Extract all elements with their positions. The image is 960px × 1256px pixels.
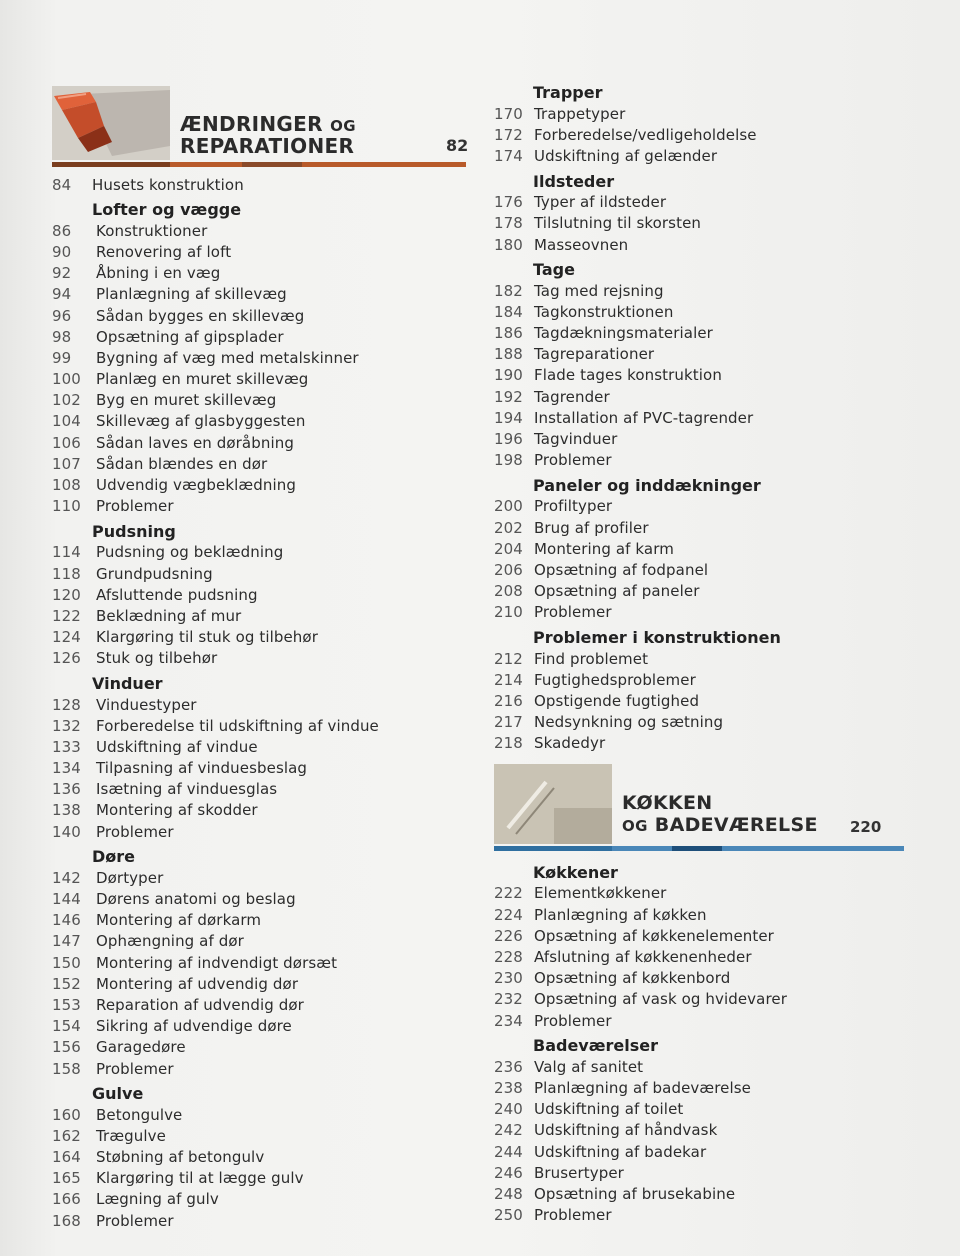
page-number: 164 <box>52 1148 81 1167</box>
toc-entry[interactable] <box>494 124 914 145</box>
toc-entry[interactable] <box>494 1183 914 1204</box>
entry-title: Trappetyper <box>534 104 626 123</box>
toc-entry[interactable] <box>494 301 914 322</box>
toc-entry[interactable] <box>52 648 472 669</box>
entry-title: Udvendig vægbeklædning <box>96 476 296 495</box>
entry-title: Montering af udvendig dør <box>96 974 299 993</box>
page-number: 170 <box>494 104 523 123</box>
page-number: 222 <box>494 884 523 903</box>
toc-entry[interactable] <box>494 538 914 559</box>
entry-title: Sådan bygges en skillevæg <box>96 306 305 325</box>
toc-entry[interactable] <box>494 1099 914 1120</box>
entry-title: Opsætning af køkkenelementer <box>534 926 774 945</box>
entry-title: Klargøring til stuk og tilbehør <box>96 628 318 647</box>
entry-title: Problemer <box>96 497 174 516</box>
entry-title: Tilpasning af vinduesbeslag <box>96 759 308 778</box>
toc-entry[interactable] <box>494 733 914 754</box>
toc-entry[interactable] <box>52 758 472 779</box>
page-number: 200 <box>494 497 523 516</box>
toc-entry[interactable] <box>52 241 472 262</box>
toc-entry[interactable] <box>494 602 914 623</box>
entry-title: Problemer <box>96 1211 174 1230</box>
toc-entry[interactable] <box>494 989 914 1010</box>
toc-entry[interactable] <box>52 800 472 821</box>
page-number: 128 <box>52 695 81 714</box>
toc-entry[interactable] <box>52 1016 472 1037</box>
page-number: 158 <box>52 1059 81 1078</box>
page-number: 154 <box>52 1017 81 1036</box>
page-number: 182 <box>494 281 523 300</box>
chapter-header-koekken <box>494 764 914 852</box>
toc-entry[interactable] <box>494 344 914 365</box>
toc-entry[interactable] <box>52 736 472 757</box>
entry-title: Beklædning af mur <box>96 606 242 625</box>
toc-entry[interactable] <box>52 1168 472 1189</box>
page-number: 150 <box>52 953 81 972</box>
page-number: 240 <box>494 1100 523 1119</box>
page-number: 104 <box>52 412 81 431</box>
page-number: 204 <box>494 539 523 558</box>
entry-title: Fugtighedsproblemer <box>534 670 696 689</box>
page-number: 208 <box>494 582 523 601</box>
toc-entry[interactable] <box>52 390 472 411</box>
entry-title: Afslutning af køkkenenheder <box>534 948 752 967</box>
toc-entry[interactable] <box>52 220 472 241</box>
entry-title: Profiltyper <box>534 497 613 516</box>
entry-title: Problemer <box>534 1206 612 1225</box>
toc-entry[interactable] <box>52 453 472 474</box>
entry-title: Sikring af udvendige døre <box>96 1017 292 1036</box>
toc-entry[interactable] <box>494 1077 914 1098</box>
section-heading-problemer-i-konstruktionen: Problemer i konstruktionen <box>533 627 781 647</box>
page-number: 217 <box>494 713 523 732</box>
page-number: 180 <box>494 235 523 254</box>
entry-title: Bygning af væg med metalskinner <box>96 348 359 367</box>
section-heading-trapper: Trapper <box>533 83 603 102</box>
entry-title: Byg en muret skillevæg <box>96 391 277 410</box>
left-toc-sections <box>52 195 472 1231</box>
entry-title: Afsluttende pudsning <box>96 585 258 604</box>
entry-title: Tagvinduer <box>534 430 618 449</box>
page-number: 216 <box>494 691 523 710</box>
page-number: 174 <box>494 146 523 165</box>
entry-title: Sådan blændes en dør <box>96 454 268 473</box>
toc-entry[interactable] <box>52 542 472 563</box>
entry-title: Forberedelse/vedligeholdelse <box>534 125 757 144</box>
entry-title: Skadedyr <box>534 734 606 753</box>
section-heading-lofter-og-v-gge: Lofter og vægge <box>92 200 242 220</box>
toc-entry[interactable] <box>494 925 914 946</box>
page-number: 232 <box>494 990 523 1009</box>
entry-title: Planlægning af skillevæg <box>96 285 287 304</box>
chapter-title-line2: OG BADEVÆRELSE <box>622 813 818 836</box>
page-number: 140 <box>52 822 81 841</box>
entry-title: Planlægning af køkken <box>534 905 707 924</box>
toc-entry[interactable] <box>52 605 472 626</box>
page-number: 206 <box>494 560 523 579</box>
page-number: 107 <box>52 454 81 473</box>
entry-title: Elementkøkkener <box>534 884 667 903</box>
toc-entry[interactable] <box>52 1210 472 1231</box>
toc-entry[interactable] <box>494 904 914 925</box>
chapter-page-number: 82 <box>446 136 469 155</box>
page-number: 133 <box>52 737 81 756</box>
toc-entry[interactable] <box>494 407 914 428</box>
page-number: 90 <box>52 242 72 261</box>
page-number: 248 <box>494 1184 523 1203</box>
entry-title: Tagreparationer <box>534 345 655 364</box>
page-number: 166 <box>52 1190 81 1209</box>
entry-title: Forberedelse til udskiftning af vindue <box>96 716 379 735</box>
toc-entry[interactable] <box>494 428 914 449</box>
toc-entry[interactable] <box>494 1205 914 1226</box>
page-number: 186 <box>494 324 523 343</box>
page-number: 176 <box>494 193 523 212</box>
page-number: 132 <box>52 716 81 735</box>
page-number: 99 <box>52 348 72 367</box>
toc-entry[interactable] <box>52 496 472 517</box>
toc-entry[interactable] <box>494 690 914 711</box>
page-number: 114 <box>52 543 81 562</box>
page-number: 153 <box>52 995 81 1014</box>
entry-title: Lægning af gulv <box>96 1190 219 1209</box>
entry-title: Opsætning af gipsplader <box>96 327 284 346</box>
entry-title: Opsætning af paneler <box>534 582 700 601</box>
chapter-title-line2: REPARATIONER <box>180 134 355 158</box>
section-heading-gulve: Gulve <box>92 1084 144 1104</box>
toc-entry[interactable] <box>52 1104 472 1125</box>
toc-entry[interactable] <box>52 1147 472 1168</box>
entry-title: Grundpudsning <box>96 564 213 583</box>
toc-entry[interactable] <box>494 280 914 301</box>
page-number: 202 <box>494 518 523 537</box>
page-number: 100 <box>52 370 81 389</box>
toc-entry[interactable] <box>52 326 472 347</box>
entry-title: Planlæg en muret skillevæg <box>96 370 309 389</box>
entry-title: Skillevæg af glasbyggesten <box>96 412 306 431</box>
page-number: 126 <box>52 649 81 668</box>
entry-title: Renovering af loft <box>96 242 232 261</box>
page-number: 152 <box>52 974 81 993</box>
toc-entry[interactable] <box>52 584 472 605</box>
toc-entry[interactable] <box>494 669 914 690</box>
toc-entry[interactable] <box>494 1141 914 1162</box>
entry-title: Problemer <box>534 451 612 470</box>
section-heading-d-re: Døre <box>92 847 136 867</box>
page-number: 190 <box>494 366 523 385</box>
page-number: 142 <box>52 868 81 887</box>
page-number: 147 <box>52 932 81 951</box>
toc-entry[interactable] <box>52 284 472 305</box>
chapter-title-line1: KØKKEN <box>622 791 713 814</box>
toc-entry[interactable]: 84 Husets konstruktion <box>52 175 244 194</box>
entry-title: Tagkonstruktionen <box>534 302 674 321</box>
toc-entry[interactable] <box>52 910 472 931</box>
toc-entry[interactable] <box>52 1037 472 1058</box>
entry-title: Valg af sanitet <box>534 1057 644 1076</box>
page-number: 110 <box>52 497 81 516</box>
page-number: 122 <box>52 606 81 625</box>
toc-entry[interactable] <box>494 103 914 124</box>
toc-entry[interactable] <box>494 1010 914 1031</box>
toc-entry[interactable] <box>494 450 914 471</box>
toc-entry[interactable] <box>494 1162 914 1183</box>
toc-entry[interactable] <box>494 234 914 255</box>
toc-entry[interactable] <box>52 931 472 952</box>
right-column <box>494 78 914 1226</box>
toc-entry[interactable] <box>52 715 472 736</box>
toc-entry[interactable] <box>494 968 914 989</box>
entry-title: Brug af profiler <box>534 518 649 537</box>
page-number: 250 <box>494 1206 523 1225</box>
page-number: 162 <box>52 1126 81 1145</box>
page-number: 214 <box>494 670 523 689</box>
page-number: 156 <box>52 1038 81 1057</box>
page-number: 120 <box>52 585 81 604</box>
section-heading-ildsteder: Ildsteder <box>533 171 615 191</box>
section-heading-pudsning: Pudsning <box>92 521 176 541</box>
entry-title: Opsætning af brusekabine <box>534 1184 736 1203</box>
entry-title: Tagdækningsmaterialer <box>534 324 713 343</box>
page-number: 244 <box>494 1142 523 1161</box>
page-number: 165 <box>52 1169 81 1188</box>
entry-title: Montering af karm <box>534 539 674 558</box>
toc-entry[interactable] <box>494 581 914 602</box>
entry-title: Udskiftning af håndvask <box>534 1121 718 1140</box>
entry-title: Opsætning af fodpanel <box>534 560 709 579</box>
page-number: 144 <box>52 890 81 909</box>
toc-entry[interactable] <box>52 888 472 909</box>
page-number: 146 <box>52 911 81 930</box>
toc-entry[interactable] <box>494 213 914 234</box>
page-number: 210 <box>494 603 523 622</box>
entry-title: Pudsning og beklædning <box>96 543 284 562</box>
toc-entry[interactable] <box>52 779 472 800</box>
toc-entry[interactable] <box>52 474 472 495</box>
page-number: 172 <box>494 125 523 144</box>
entry-title: Stuk og tilbehør <box>96 649 218 668</box>
toc-entry[interactable] <box>52 994 472 1015</box>
page-number: 96 <box>52 306 72 325</box>
toc-entry[interactable] <box>52 263 472 284</box>
entry-title: Tagrender <box>534 387 610 406</box>
page-number: 228 <box>494 948 523 967</box>
entry-title: Udskiftning af toilet <box>534 1100 684 1119</box>
toc-entry[interactable] <box>52 867 472 888</box>
toc-entry[interactable] <box>52 347 472 368</box>
section-heading-vinduer: Vinduer <box>92 673 163 693</box>
entry-title: Reparation af udvendig dør <box>96 995 304 1014</box>
page-number: 124 <box>52 628 81 647</box>
page-number: 218 <box>494 734 523 753</box>
section-heading-k-kkener: Køkkener <box>533 862 618 882</box>
toc-entry[interactable] <box>52 694 472 715</box>
entry-title: Installation af PVC-tagrender <box>534 408 754 427</box>
toc-entry[interactable] <box>494 946 914 967</box>
page-number: 188 <box>494 345 523 364</box>
page-number: 86 <box>52 221 72 240</box>
entry-title: Åbning i en væg <box>96 264 221 283</box>
entry-title: Typer af ildsteder <box>534 193 667 212</box>
entry-title: Tilslutning til skorsten <box>534 214 702 233</box>
toc-entry[interactable] <box>52 369 472 390</box>
page-number: 138 <box>52 801 81 820</box>
entry-title: Ophængning af dør <box>96 932 244 951</box>
section-heading-tage: Tage <box>533 260 575 280</box>
page-number: 212 <box>494 649 523 668</box>
toc-entry[interactable] <box>52 821 472 842</box>
page-number: 102 <box>52 391 81 410</box>
page-number: 118 <box>52 564 81 583</box>
toc-entry[interactable] <box>494 883 914 904</box>
entry-title: Sådan laves en døråbning <box>96 433 294 452</box>
toc-entry[interactable] <box>52 1189 472 1210</box>
page-number: 236 <box>494 1057 523 1076</box>
page-number: 178 <box>494 214 523 233</box>
page-number: 168 <box>52 1211 81 1230</box>
section-heading-badev-relser: Badeværelser <box>533 1036 658 1056</box>
entry-title: Betongulve <box>96 1105 183 1124</box>
entry-title: Flade tages konstruktion <box>534 366 722 385</box>
toc-entry[interactable] <box>494 559 914 580</box>
entry-title: Montering af skodder <box>96 801 258 820</box>
toc-entry[interactable] <box>52 1125 472 1146</box>
entry-title: Planlægning af badeværelse <box>534 1078 751 1097</box>
entry-title: Nedsynkning og sætning <box>534 713 724 732</box>
entry-title: Opsætning af vask og hvidevarer <box>534 990 787 1009</box>
page-number: 238 <box>494 1078 523 1097</box>
page-number: 106 <box>52 433 81 452</box>
toc-entry[interactable] <box>494 517 914 538</box>
page-number: 136 <box>52 780 81 799</box>
toc-entry[interactable] <box>52 627 472 648</box>
toc-entry[interactable] <box>52 305 472 326</box>
toc-entry[interactable] <box>494 386 914 407</box>
toc-entry[interactable] <box>52 432 472 453</box>
entry-title: Problemer <box>534 603 612 622</box>
page-number: 98 <box>52 327 72 346</box>
page-number: 226 <box>494 926 523 945</box>
entry-title: Brusertyper <box>534 1163 624 1182</box>
toc-entry[interactable] <box>494 145 914 166</box>
entry-title: Konstruktioner <box>96 221 208 240</box>
toc-entry[interactable] <box>494 1120 914 1141</box>
toc-entry[interactable] <box>52 411 472 432</box>
chapter-page-number: 220 <box>850 817 882 836</box>
page-number: 184 <box>494 302 523 321</box>
toc-entry[interactable] <box>494 1056 914 1077</box>
toc-entry[interactable] <box>52 563 472 584</box>
chapter-title-line1: ÆNDRINGER OG <box>180 112 356 136</box>
entry-title: Trægulve <box>96 1126 166 1145</box>
entry-title: Find problemet <box>534 649 649 668</box>
toc-entry[interactable] <box>494 192 914 213</box>
entry-title: Montering af indvendigt dørsæt <box>96 953 338 972</box>
page-number: 192 <box>494 387 523 406</box>
entry-title: Problemer <box>96 1059 174 1078</box>
left-column <box>52 86 472 1231</box>
entry-title: Problemer <box>96 822 174 841</box>
toc-entry[interactable] <box>494 365 914 386</box>
chapter-accent-bar <box>494 846 904 851</box>
entry-title: Tag med rejsning <box>534 281 664 300</box>
entry-title: Montering af dørkarm <box>96 911 262 930</box>
page-number: 94 <box>52 285 72 304</box>
toc-entry[interactable] <box>494 496 914 517</box>
entry-title: Klargøring til at lægge gulv <box>96 1169 304 1188</box>
towel-rail-photo-icon <box>494 764 612 844</box>
entry-title: Problemer <box>534 1011 612 1030</box>
right-toc-sections-a <box>494 78 914 754</box>
toc-entry[interactable] <box>494 712 914 733</box>
entry-title: Isætning af vinduesglas <box>96 780 278 799</box>
toc-entry[interactable] <box>494 648 914 669</box>
section-heading-paneler-og-indd-kninger: Paneler og inddækninger <box>533 475 761 495</box>
entry-title: Masseovnen <box>534 235 629 254</box>
page-number: 196 <box>494 430 523 449</box>
entry-title: Dørens anatomi og beslag <box>96 890 296 909</box>
right-toc-sections-b <box>494 858 914 1226</box>
toc-entry[interactable] <box>494 323 914 344</box>
toc-entry[interactable] <box>52 973 472 994</box>
entry-title: Garagedøre <box>96 1038 186 1057</box>
entry-title: Opstigende fugtighed <box>534 691 700 710</box>
chapter-header-aendringer <box>52 86 472 168</box>
page-number: 230 <box>494 969 523 988</box>
page-number: 242 <box>494 1121 523 1140</box>
entry-title: Udskiftning af gelænder <box>534 146 718 165</box>
page-number: 160 <box>52 1105 81 1124</box>
entry-title: Vinduestyper <box>96 695 197 714</box>
page-number: 194 <box>494 408 523 427</box>
toc-entry[interactable] <box>52 952 472 973</box>
entry-title: Udskiftning af badekar <box>534 1142 707 1161</box>
page-number: 92 <box>52 264 72 283</box>
page-number: 234 <box>494 1011 523 1030</box>
entry-title: Udskiftning af vindue <box>96 737 258 756</box>
entry-title: Støbning af betongulv <box>96 1148 265 1167</box>
chapter-accent-bar <box>52 162 466 167</box>
toc-entry[interactable] <box>52 1058 472 1079</box>
page-number: 198 <box>494 451 523 470</box>
entry-title: Opsætning af køkkenbord <box>534 969 731 988</box>
page-number: 246 <box>494 1163 523 1182</box>
trowel-photo-icon <box>52 86 170 160</box>
page-number: 108 <box>52 476 81 495</box>
entry-title: Dørtyper <box>96 868 164 887</box>
page-number: 224 <box>494 905 523 924</box>
page-number: 134 <box>52 759 81 778</box>
